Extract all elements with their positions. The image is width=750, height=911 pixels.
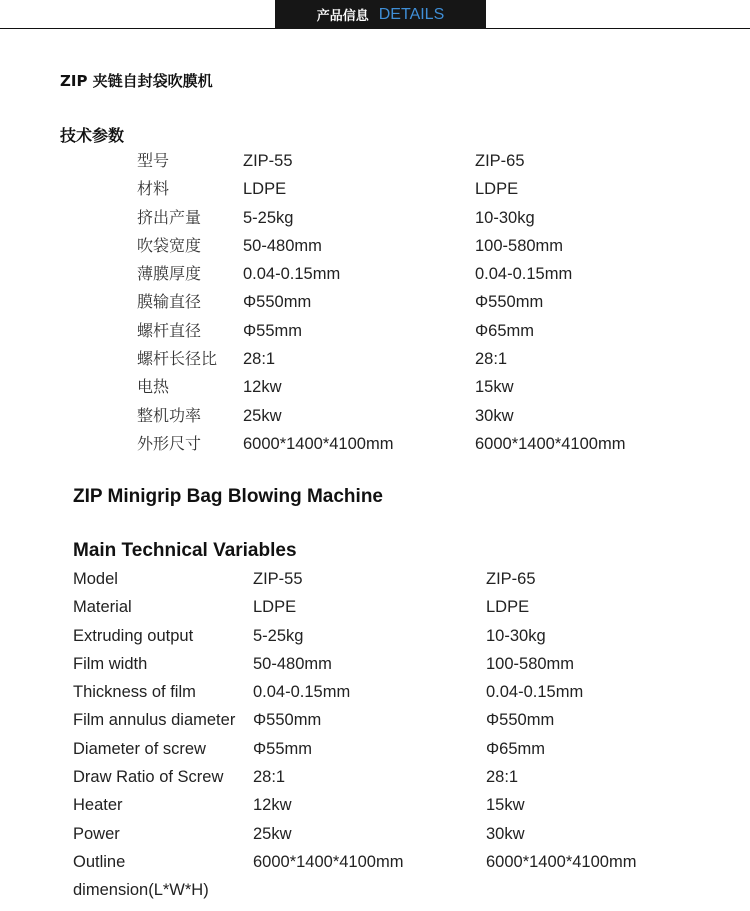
spec-label: 材料 <box>137 179 170 199</box>
spec-value-model-1: Φ55mm <box>243 321 303 340</box>
product-title-cn: ZIP 夹链自封袋吹膜机 <box>60 72 213 90</box>
spec-value-model-1: LDPE <box>253 598 297 617</box>
spec-value-model-1: LDPE <box>243 180 287 199</box>
spec-value-model-1: Φ550mm <box>243 293 312 312</box>
spec-value-model-1: 50-480mm <box>253 654 332 673</box>
spec-label: Film width <box>73 654 148 673</box>
spec-value-model-1: 25kw <box>243 406 282 425</box>
spec-value-model-2: 6000*1400*4100mm <box>475 434 626 453</box>
spec-value-model-1: 5-25kg <box>253 626 304 645</box>
spec-value-model-2: LDPE <box>486 598 530 617</box>
spec-label: Power <box>73 824 120 843</box>
spec-label: 薄膜厚度 <box>137 264 202 284</box>
spec-label: Heater <box>73 796 123 815</box>
spec-label: 螺杆直径 <box>137 320 202 340</box>
spec-value-model-1: 50-480mm <box>243 236 322 255</box>
spec-value-model-2: LDPE <box>475 180 519 199</box>
spec-label: Draw Ratio of Screw <box>73 768 224 787</box>
spec-value-model-2: Φ65mm <box>486 739 546 758</box>
spec-value-model-1: 28:1 <box>253 768 286 787</box>
spec-value-model-1: 6000*1400*4100mm <box>253 852 404 871</box>
spec-value-model-2: 6000*1400*4100mm <box>486 852 637 871</box>
spec-label: 整机功率 <box>137 405 202 425</box>
spec-value-model-1: 28:1 <box>243 350 276 369</box>
spec-value-model-1: 25kw <box>253 824 292 843</box>
spec-value-model-2: Φ550mm <box>475 293 544 312</box>
spec-value-model-1: ZIP-55 <box>243 152 293 170</box>
spec-label: Thickness of film <box>73 683 196 702</box>
spec-label: 型号 <box>137 151 170 170</box>
spec-value-model-2: ZIP-65 <box>475 152 525 170</box>
section-heading-en: Main Technical Variables <box>73 540 297 561</box>
spec-value-model-2: 28:1 <box>475 350 508 369</box>
spec-value-model-1: 12kw <box>243 378 282 397</box>
spec-label: Model <box>73 570 118 588</box>
spec-value-model-2: Φ550mm <box>486 711 555 730</box>
spec-value-model-2: 0.04-0.15mm <box>475 265 573 284</box>
spec-value-model-2: 28:1 <box>486 768 519 787</box>
spec-value-model-2: 10-30kg <box>475 208 535 227</box>
spec-label: Material <box>73 598 132 617</box>
spec-value-model-1: 0.04-0.15mm <box>243 265 341 284</box>
spec-label: 吹袋宽度 <box>137 235 202 255</box>
spec-value-model-2: Φ65mm <box>475 321 535 340</box>
spec-value-model-1: 5-25kg <box>243 208 294 227</box>
details-header <box>275 0 486 29</box>
spec-value-model-2: 15kw <box>475 378 514 397</box>
product-title-en: ZIP Minigrip Bag Blowing Machine <box>73 486 383 507</box>
spec-label: Diameter of screw <box>73 739 206 758</box>
spec-value-model-1: 12kw <box>253 796 292 815</box>
spec-value-model-2: 100-580mm <box>486 654 575 673</box>
spec-label: Film annulus diameter <box>73 711 236 730</box>
spec-value-model-2: 30kw <box>486 824 525 843</box>
spec-value-model-1: ZIP-55 <box>253 570 303 588</box>
spec-label: Outline dimension(L*W*H) <box>73 852 209 899</box>
spec-label: 挤出产量 <box>137 207 202 227</box>
spec-value-model-2: 10-30kg <box>486 626 546 645</box>
spec-value-model-2: 0.04-0.15mm <box>486 683 584 702</box>
spec-value-model-2: ZIP-65 <box>486 570 536 588</box>
spec-label: Extruding output <box>73 626 194 645</box>
spec-label: 电热 <box>137 377 170 397</box>
spec-value-model-1: Φ55mm <box>253 739 313 758</box>
spec-label: 外形尺寸 <box>137 433 202 453</box>
spec-value-model-1: 0.04-0.15mm <box>253 683 351 702</box>
spec-value-model-1: 6000*1400*4100mm <box>243 434 394 453</box>
header-cn-label: 产品信息 <box>316 9 369 24</box>
spec-value-model-2: 15kw <box>486 796 525 815</box>
header-en-label: DETAILS <box>378 5 445 23</box>
spec-value-model-1: Φ550mm <box>253 711 322 730</box>
spec-label: 膜输直径 <box>137 292 202 312</box>
section-heading-cn: 技术参数 <box>60 126 125 145</box>
spec-value-model-2: 100-580mm <box>475 236 564 255</box>
spec-label: 螺杆长径比 <box>137 349 218 369</box>
spec-value-model-2: 30kw <box>475 406 514 425</box>
